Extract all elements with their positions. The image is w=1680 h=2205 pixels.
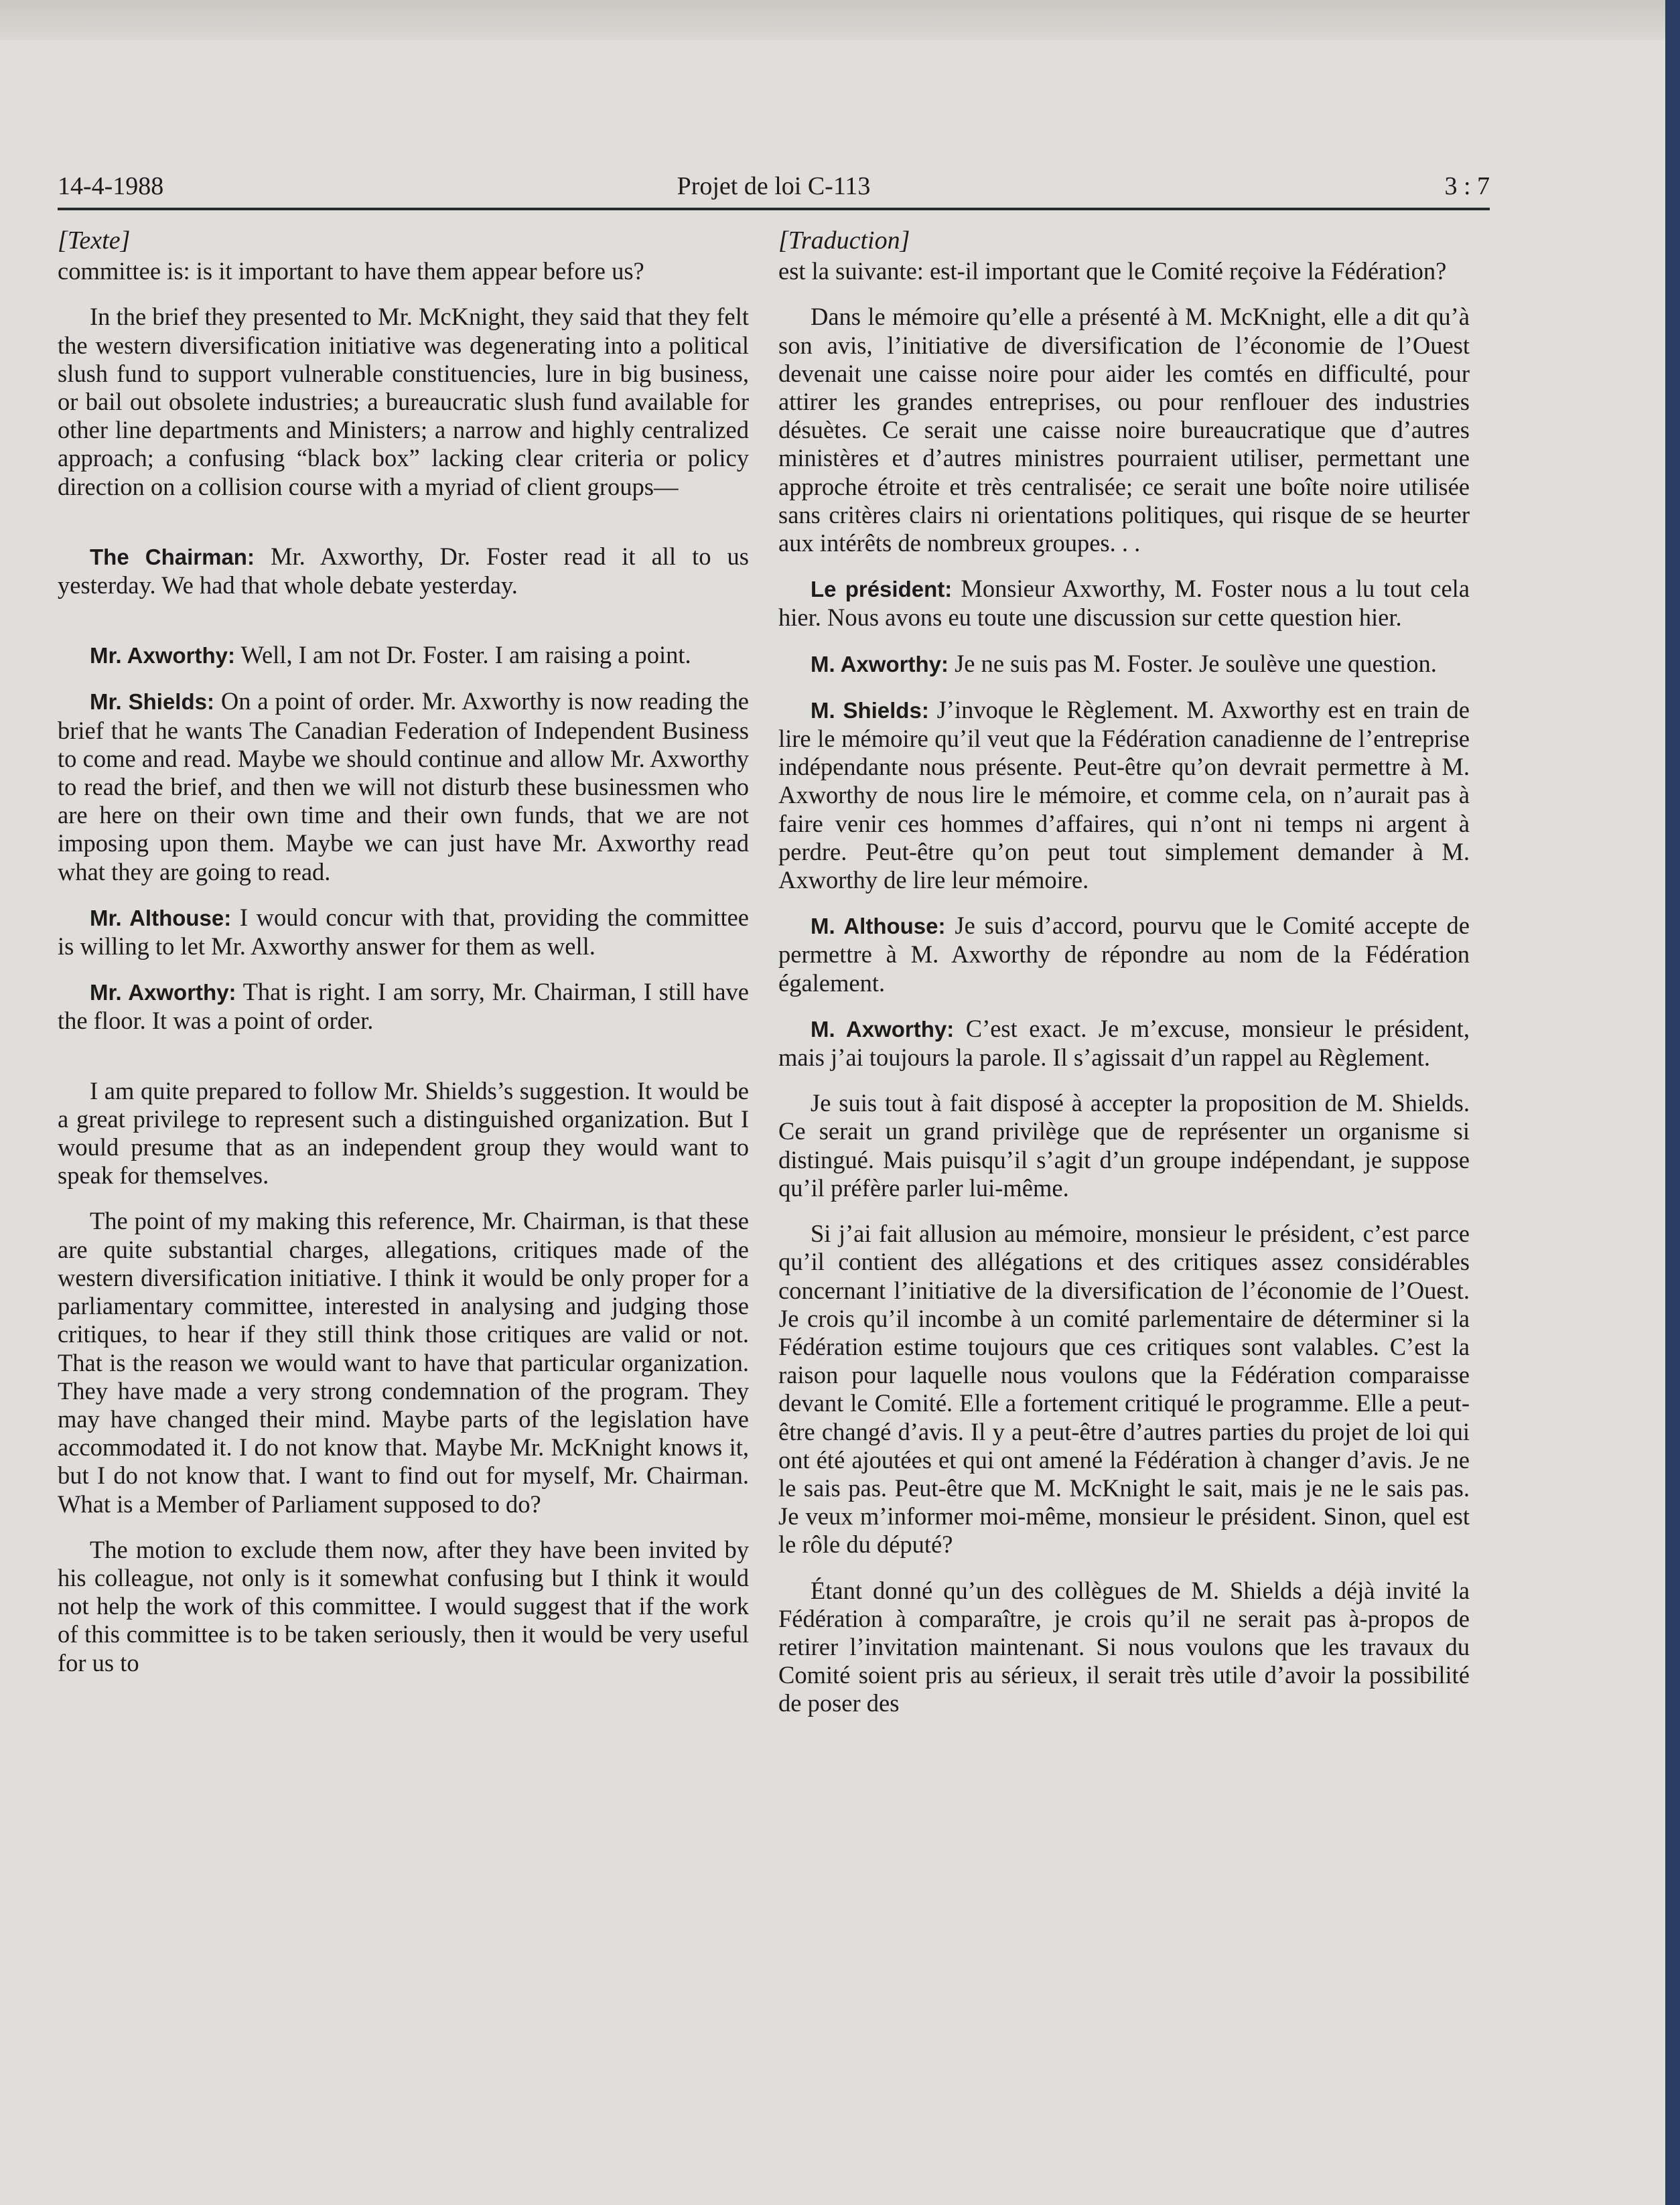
paragraph: M. Axworthy: C’est exact. Je m’excuse, monsieur le président, mais j’ai toujours la parole. Il s’agissait d’un rappel au Règlement. — [778, 1014, 1470, 1072]
paragraph: I am quite prepared to follow Mr. Shields’s suggestion. It would be a great privilege to represent such a distinguished organization. But I would presume that as an independent group they would want to speak for themselves. — [58, 1076, 749, 1190]
page-header — [58, 170, 1490, 210]
header-date: 14-4-1988 — [58, 172, 164, 200]
speaker-name: M. Axworthy: — [811, 651, 949, 677]
binding-edge — [1665, 0, 1680, 2205]
speaker-name: Mr. Shields: — [90, 689, 214, 715]
speaker-name: The Chairman: — [90, 544, 255, 569]
speaker-name: M. Axworthy: — [811, 1016, 955, 1042]
english-column — [58, 226, 749, 1695]
speaker-name: Mr. Axworthy: — [90, 643, 235, 668]
paragraph: The point of my making this reference, Mr. Chairman, is that these are quite substantial charges, allegations, critiques made of the western diversification initiative. I think it would be only proper for a parliamentary committee, interested in analysing and judging those critiques, to hear if they still think those critiques are valid or not. That is the reason we would want to have that particular organization. They have made a very strong condemnation of the program. They may have changed their mind. Maybe parts of the legislation have accommodated it. I do not know that. Maybe Mr. McKnight knows it, but I do not know that. I want to find out for myself, Mr. Chairman. What is a Member of Parliament supposed to do? — [58, 1207, 749, 1518]
paragraph: M. Shields: J’invoque le Règlement. M. Axworthy est en train de lire le mémoire qu’il veut que la Fédération canadienne de l’entreprise indépendante nous présente. Peut-être qu’on devrait permettre à M. Axworthy de nous lire le mémoire, et comme cela, on n’aurait pas à faire venir ces hommes d’affaires, qui n’ont ni temps ni argent à perdre. Peut-être qu’on peut tout simplement demander à M. Axworthy de lire leur mémoire. — [778, 695, 1470, 894]
paragraph: Mr. Shields: On a point of order. Mr. Axworthy is now reading the brief that he wants The Canadian Federation of Independent Business to come and read. Maybe we should continue and allow Mr. Axworthy to read the brief, and then we will not disturb these businessmen who are here on their own time and their own funds, that we are not imposing upon them. Maybe we can just have Mr. Axworthy read what they are going to read. — [58, 687, 749, 885]
french-column — [778, 226, 1470, 1735]
paragraph: Si j’ai fait allusion au mémoire, monsieur le président, c’est parce qu’il contient des allégations et des critiques assez considérables concernant l’initiative de la diversification de l’économie de l’Ouest. Je crois qu’il incombe à un comité parlementaire de déterminer si la Fédération estime toujours que ces critiques sont valables. C’est la raison pour laquelle nous voulons que la Fédération comparaisse devant le Comité. Elle a fortement critiqué le programme. Elle a peut-être changé d’avis. Il y a peut-être d’autres parties du projet de loi qui ont été ajoutées et qui ont amené la Fédération à changer d’avis. Je ne le sais pas. Peut-être que M. McKnight le sait, mais je ne le sais pas. Je veux m’informer moi-même, monsieur le président. Sinon, quel est le rôle du député? — [778, 1220, 1470, 1559]
speaker-name: Mr. Axworthy: — [90, 980, 236, 1005]
column-label: [Traduction] — [778, 226, 910, 255]
scan-shadow — [0, 0, 1680, 40]
paragraph: Le président: Monsieur Axworthy, M. Foster nous a lu tout cela hier. Nous avons eu toute une discussion sur cette question hier. — [778, 575, 1470, 632]
paragraph: Mr. Axworthy: Well, I am not Dr. Foster. I am raising a point. — [90, 641, 691, 669]
paragraph: The Chairman: Mr. Axworthy, Dr. Foster read it all to us yesterday. We had that whole debate yesterday. — [58, 542, 749, 599]
header-page-number: 3 : 7 — [1444, 172, 1490, 200]
paragraph: Mr. Althouse: I would concur with that, providing the committee is willing to let Mr. Axworthy answer for them as well. — [58, 903, 750, 961]
speaker-name: Mr. Althouse: — [90, 905, 232, 930]
paragraph: The motion to exclude them now, after they have been invited by his colleague, not only is it somewhat confusing but I think it would not help the work of this committee. I would suggest that if the work of this committee is to be taken seriously, then it would be very useful for us to — [58, 1535, 749, 1677]
paragraph: Dans le mémoire qu’elle a présenté à M. McKnight, elle a dit qu’à son avis, l’initiative de diversification de l’économie de l’Ouest devenait une caisse noire pour aider les comtés en difficulté, pour attirer les grandes entreprises, ou pour renflouer des industries désuètes. Ce serait une caisse noire bureaucratique que d’autres ministères et d’autres ministres pourraient utiliser, permettant une approche étroite et très centralisée; ce serait une boîte noire utilisée sans critères clairs ni orientations politiques, qui risque de se heurter aux intérêts de nombreux groupes. . . — [778, 303, 1470, 557]
paragraph: committee is: is it important to have them appear before us? — [58, 257, 644, 285]
header-title: Projet de loi C-113 — [677, 172, 871, 200]
column-label: [Texte] — [58, 226, 131, 255]
speaker-name: M. Althouse: — [811, 914, 946, 939]
speaker-name: M. Shields: — [811, 697, 929, 723]
paragraph: Mr. Axworthy: That is right. I am sorry, Mr. Chairman, I still have the floor. It was a point of order. — [58, 978, 749, 1035]
paragraph: est la suivante: est-il important que le Comité reçoive la Fédération? — [778, 257, 1447, 285]
paragraph: Je suis tout à fait disposé à accepter la proposition de M. Shields. Ce serait un grand privilège que de représenter un organisme si distingué. Mais puisqu’il s’agit d’un groupe indépendant, je suppose qu’il préfère parler lui-même. — [778, 1089, 1470, 1202]
paragraph: M. Althouse: Je suis d’accord, pourvu que le Comité accepte de permettre à M. Axworthy de répondre au nom de la Fédération également. — [778, 912, 1470, 997]
speaker-name: Le président: — [811, 577, 953, 602]
paragraph: Étant donné qu’un des collègues de M. Shields a déjà invité la Fédération à comparaître, je crois qu’il ne serait pas à-propos de retirer l’invitation maintenant. Si nous voulons que les travaux du Comité soient pris au sérieux, il serait très utile d’avoir la possibilité de poser des — [778, 1576, 1470, 1717]
paragraph: In the brief they presented to Mr. McKnight, they said that they felt the western diversification initiative was degenerating into a political slush fund to support vulnerable constituencies, lure in big business, or bail out obsolete industries; a bureaucratic slush fund available for other line departments and Ministers; a narrow and highly centralized approach; a confusing “black box” lacking clear criteria or policy direction on a collision course with a myriad of client groups— — [58, 303, 749, 500]
paragraph: M. Axworthy: Je ne suis pas M. Foster. Je soulève une question. — [811, 649, 1437, 677]
